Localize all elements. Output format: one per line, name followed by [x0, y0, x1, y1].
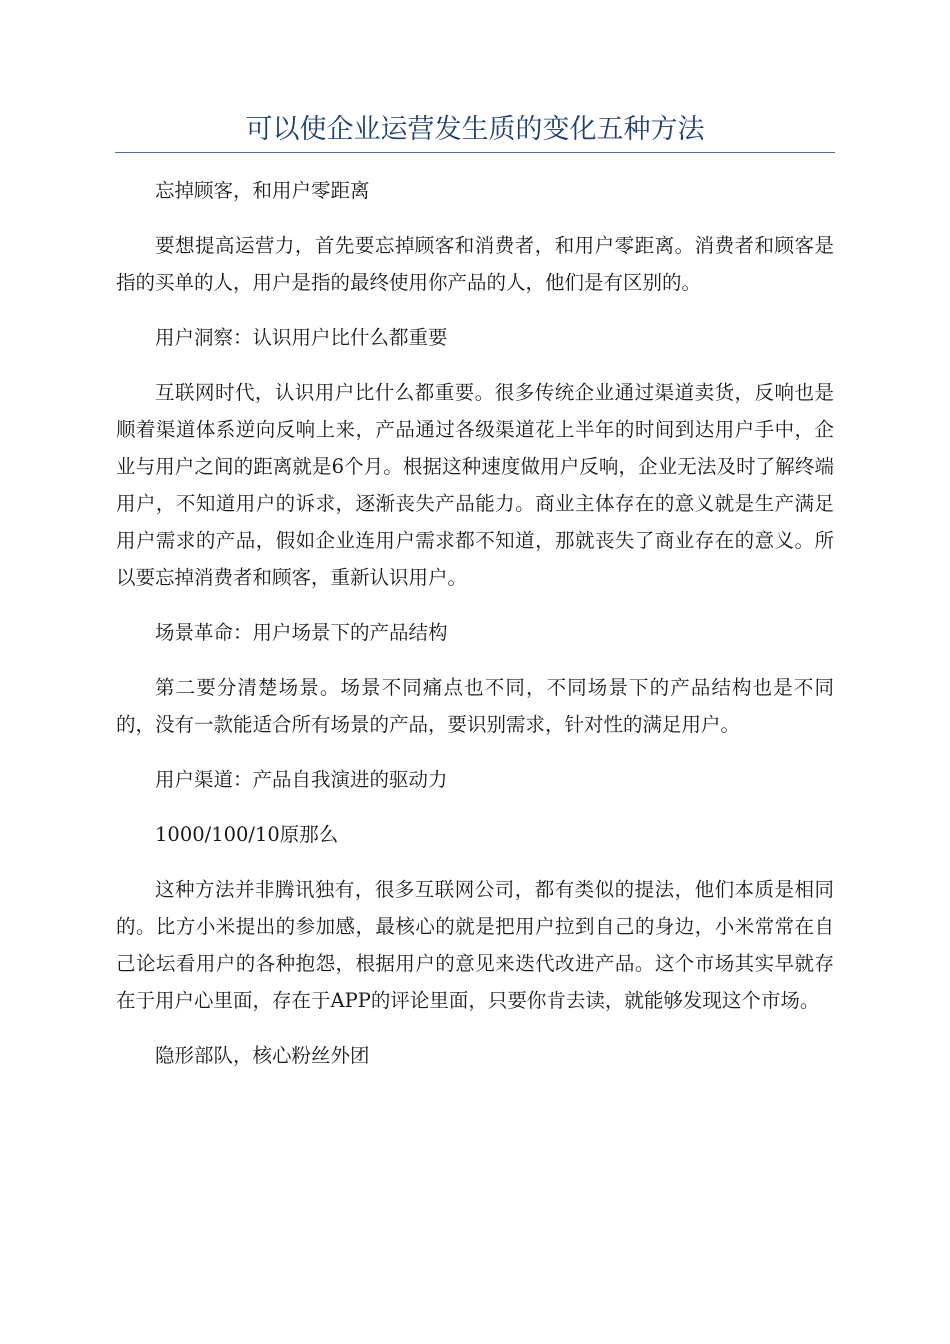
section-heading-forget-customers: 忘掉顾客，和用户零距离: [155, 179, 370, 202]
document-body: [116, 172, 834, 1092]
page-title: 可以使企业运营发生质的变化五种方法: [245, 114, 705, 145]
section-heading-scene-revolution: 场景革命：用户场景下的产品结构: [155, 621, 448, 644]
paragraph-internet-era: 互联网时代，认识用户比什么都重要。很多传统企业通过渠道卖货，反响也是顺着渠道体系逆向反响上来，产品通过各级渠道花上半年的时间到达用户手中，企业与用户之间的距离就是6个月。根据这种速度做用户反响，企业无法及时了解终端用户，不知道用户的诉求，逐渐丧失产品能力。商业主体存在的意义就是生产满足用户需求的产品，假如企业连用户需求都不知道，那就丧失了商业存在的意义。所以要忘掉消费者和顾客，重新认识用户。: [116, 381, 834, 589]
section-heading-user-insight: 用户洞察：认识用户比什么都重要: [155, 326, 448, 349]
section-heading-hidden-troops: 隐形部队，核心粉丝外团: [155, 1044, 370, 1067]
paragraph-tencent-method: 这种方法并非腾讯独有，很多互联网公司，都有类似的提法，他们本质是相同的。比方小米提出的参加感，最核心的就是把用户拉到自己的身边，小米常常在自己论坛看用户的各种抱怨，根据用户的意见来迭代改进产品。这个市场其实早就存在于用户心里面，存在于APP的评论里面，只要你肯去读，就能够发现这个市场。: [116, 878, 834, 1012]
title-block: [115, 112, 835, 153]
paragraph-scenes: 第二要分清楚场景。场景不同痛点也不同，不同场景下的产品结构也是不同的，没有一款能适合所有场景的产品，要识别需求，针对性的满足用户。: [116, 676, 834, 736]
section-heading-principle: 1000/100/10原那么: [155, 823, 339, 846]
paragraph-raise-operation: 要想提高运营力，首先要忘掉顾客和消费者，和用户零距离。消费者和顾客是指的买单的人，用户是指的最终使用你产品的人，他们是有区别的。: [116, 234, 834, 294]
section-heading-user-channel: 用户渠道：产品自我演进的驱动力: [155, 768, 448, 791]
